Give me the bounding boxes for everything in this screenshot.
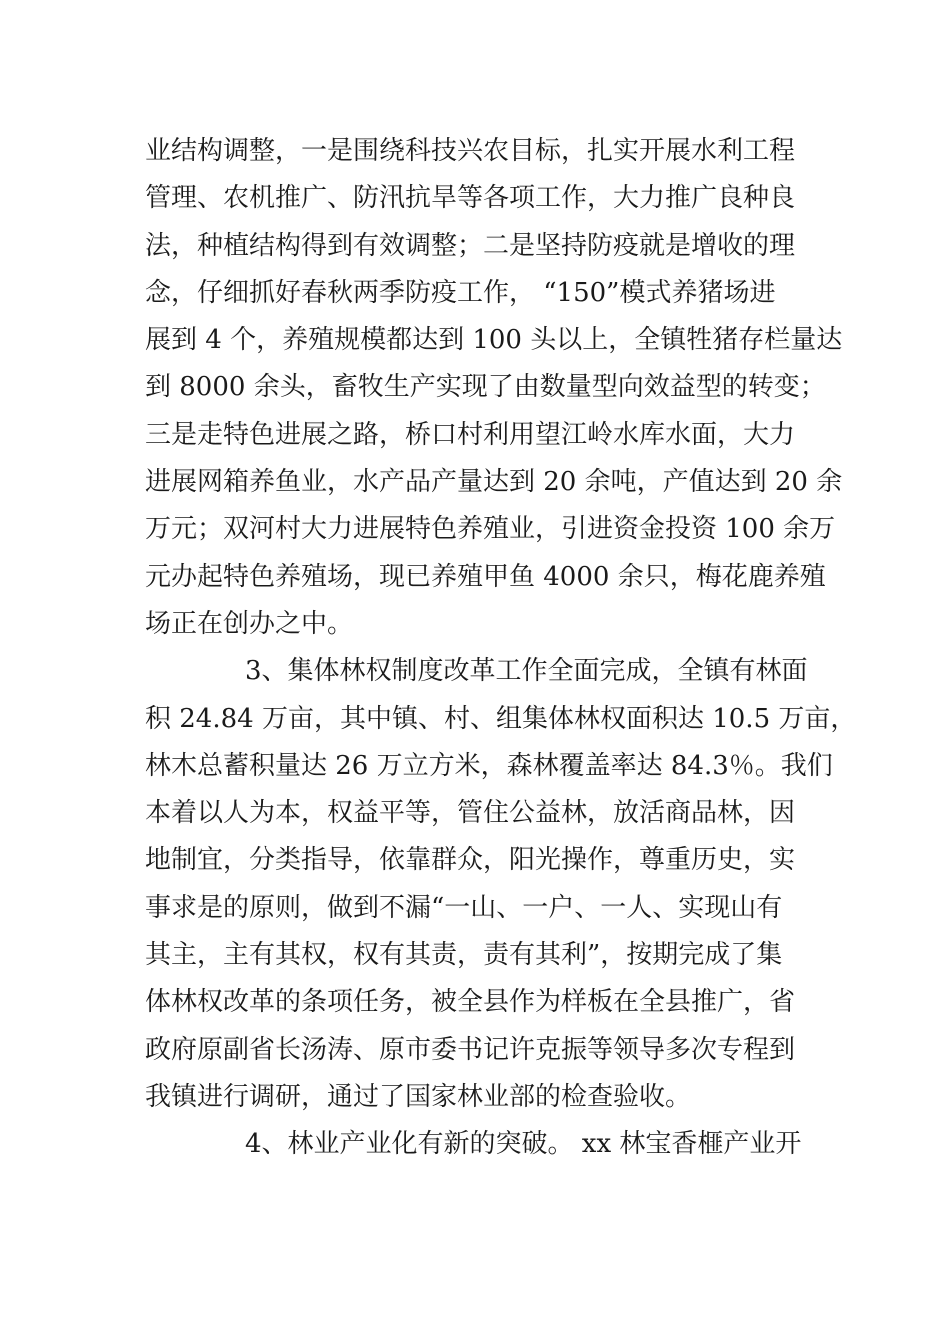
text-line: 政府原副省长汤涛、原市委书记许克振等领导多次专程到 [145,1034,796,1065]
text-line: 三是走特色进展之路，桥口村利用望江岭水库水面，大力 [145,419,796,450]
text-line: 到 8000 余头，畜牧生产实现了由数量型向效益型的转变； [145,372,826,403]
text-line: 积 24.84 万亩，其中镇、村、组集体林权面积达 10.5 万亩， [145,703,857,734]
text-line: 展到 4 个，养殖规模都达到 100 头以上，全镇牲猪存栏量达 [145,325,843,356]
text-line: 法，种植结构得到有效调整；二是坚持防疫就是增收的理 [145,230,796,261]
text-line: 念，仔细抓好春秋两季防疫工作， “150”模式养猪场进 [145,277,776,308]
text-line: 业结构调整，一是围绕科技兴农目标，扎实开展水利工程 [145,136,796,166]
text-line: 体林权改革的条项任务，被全县作为样板在全县推广，省 [145,987,796,1018]
paragraph-start-line: 4、林业产业化有新的突破。 xx 林宝香榧产业开 [245,1129,802,1160]
text-line: 管理、农机推广、防汛抗旱等各项工作，大力推广良种良 [145,183,796,214]
text-line: 其主，主有其权，权有其责，责有其利”，按期完成了集 [145,940,783,971]
text-line: 事求是的原则，做到不漏“一山、一户、一人、实现山有 [145,892,783,923]
text-line: 我镇进行调研，通过了国家林业部的检查验收。 [145,1081,692,1112]
body-text [145,128,857,1169]
text-line: 进展网箱养鱼业，水产品产量达到 20 余吨，产值达到 20 余 [145,467,843,498]
paragraph-start-line: 3、集体林权制度改革工作全面完成，全镇有林面 [245,656,808,687]
text-line: 本着以人为本，权益平等，管住公益林，放活商品林，因 [145,798,796,829]
text-line: 元办起特色养殖场，现已养殖甲鱼 4000 余只，梅花鹿养殖 [145,561,826,592]
text-line: 林木总蓄积量达 26 万立方米，森林覆盖率达 84.3％。我们 [145,750,833,781]
text-line: 万元；双河村大力进展特色养殖业，引进资金投资 100 余万 [145,514,836,545]
text-line: 场正在创办之中。 [145,608,354,639]
text-line: 地制宜，分类指导，依靠群众，阳光操作，尊重历史，实 [145,845,796,876]
